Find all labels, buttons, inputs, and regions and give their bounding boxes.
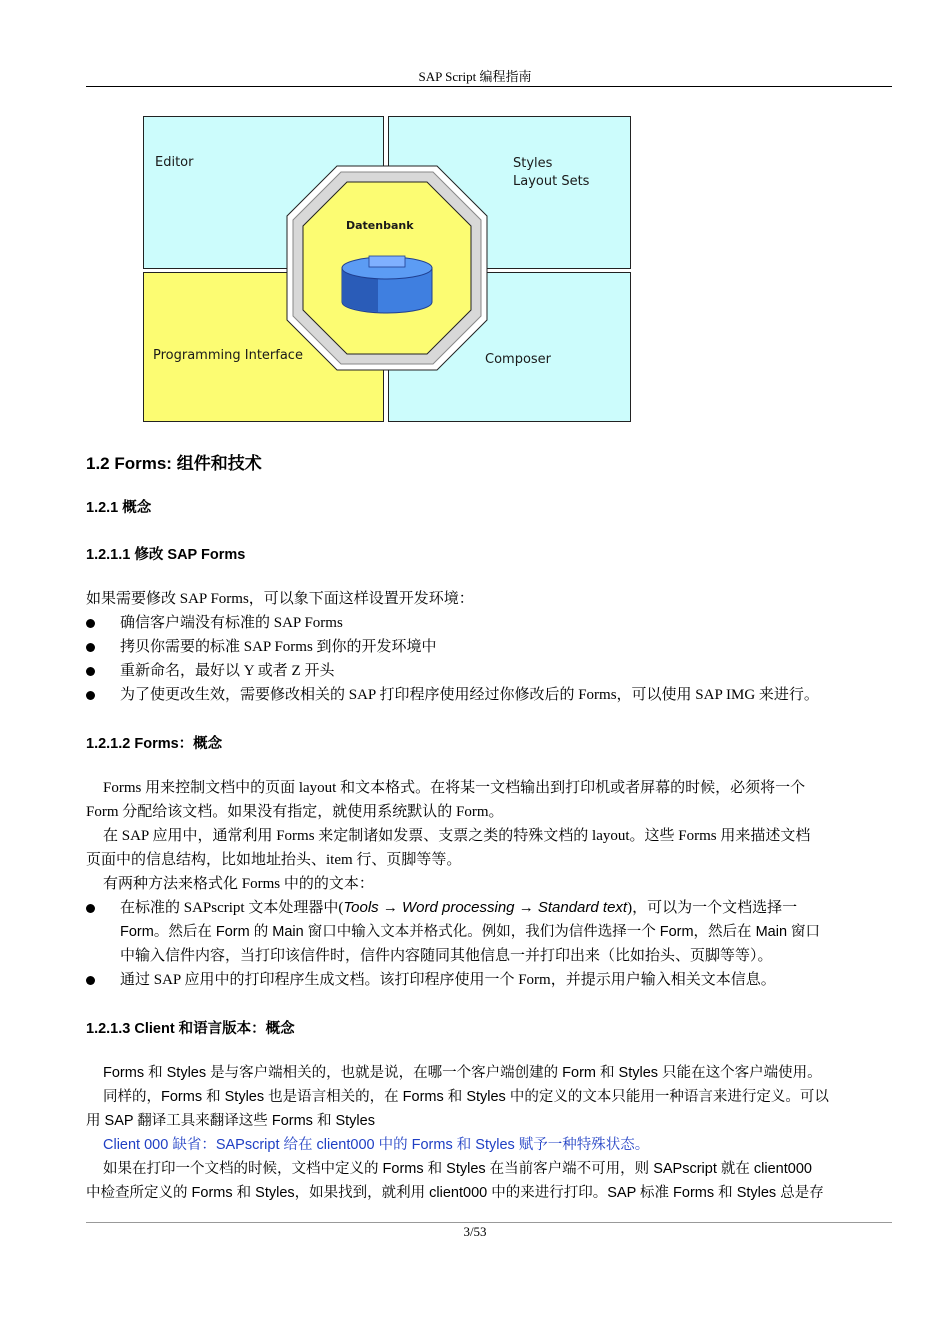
client-paragraph-2b: 用 SAP 翻译工具来翻译这些 Forms 和 Styles — [86, 1113, 375, 1129]
modify-intro: 如果需要修改 SAP Forms，可以象下面这样设置开发环境： — [86, 591, 474, 607]
heading-1-2-1-2: 1.2.1.2 Forms：概念 — [86, 736, 223, 752]
forms-paragraph-1b: Form 分配给该文档。如果没有指定，就使用系统默认的 Form。 — [86, 804, 504, 820]
bullet-icon — [86, 976, 95, 985]
datenbank-label: Datenbank — [346, 219, 414, 232]
forms-paragraph-2a: 在 SAP 应用中，通常利用 Forms 来定制诸如发票、支票之类的特殊文档的 layout。这些 Forms 用来描述文档 — [103, 828, 811, 844]
forms-paragraph-2b: 页面中的信息结构，比如地址抬头、item 行、页脚等等。 — [86, 852, 462, 868]
editor-label: Editor — [155, 155, 194, 170]
heading-1-2-1-3: 1.2.1.3 Client 和语言版本：概念 — [86, 1021, 295, 1037]
format-bullet-1: 在标准的 SAPscript 文本处理器中(Tools → Word processing → Standard text)，可以为一个文档选择一 Form。然后在 Form 的 Main 窗口中输入文本并格式化。例如，我们为信件选择一个 Form，然后在 Main 窗口 中输入信件内容，当打印该信件时，信件内容随同其他信息一并打印出来（比如抬头、页脚等等）。 — [86, 896, 892, 968]
page-header-title: SAP Script 编程指南 — [418, 69, 532, 84]
header-rule — [86, 86, 892, 87]
bullet-icon — [86, 904, 95, 913]
sapscript-components-diagram — [143, 116, 631, 422]
bullet-icon — [86, 619, 95, 628]
client-000-note: Client 000 缺省：SAPscript 给在 client000 中的 Forms 和 Styles 赋予一种特殊状态。 — [103, 1137, 650, 1153]
heading-1-2-1-1: 1.2.1.1 修改 SAP Forms — [86, 547, 246, 563]
client-paragraph-2a: 同样的，Forms 和 Styles 也是语言相关的，在 Forms 和 Styles 中的定义的文本只能用一种语言来进行定义。可以 — [103, 1089, 829, 1105]
client-paragraph-1: Forms 和 Styles 是与客户端相关的，也就是说，在哪一个客户端创建的 Form 和 Styles 只能在这个客户端使用。 — [103, 1065, 822, 1081]
composer-label: Composer — [485, 352, 552, 367]
forms-paragraph-3: 有两种方法来格式化 Forms 中的的文本： — [103, 876, 374, 892]
client-paragraph-4a: 如果在打印一个文档的时候，文档中定义的 Forms 和 Styles 在当前客户端不可用，则 SAPscript 就在 client000 — [103, 1161, 812, 1177]
database-cylinder-icon — [342, 256, 432, 313]
styles-label: Styles — [513, 156, 553, 171]
heading-1-2-1: 1.2.1 概念 — [86, 500, 152, 516]
bullet-icon — [86, 643, 95, 652]
bullet-icon — [86, 691, 95, 700]
menu-path: Tools → Word processing → Standard text — [343, 899, 628, 916]
datenbank-octagon — [143, 116, 631, 422]
footer-rule — [86, 1222, 892, 1223]
bullet-icon — [86, 667, 95, 676]
programming-interface-label: Programming Interface — [153, 348, 303, 363]
layout-sets-label: Layout Sets — [513, 174, 590, 189]
page-number: 3/53 — [463, 1224, 487, 1239]
client-paragraph-4b: 中检查所定义的 Forms 和 Styles，如果找到，就利用 client000 中的来进行打印。SAP 标准 Forms 和 Styles 总是存 — [86, 1185, 824, 1201]
heading-1-2: 1.2 Forms: 组件和技术 — [86, 454, 262, 473]
forms-paragraph-1a: Forms 用来控制文档中的页面 layout 和文本格式。在将某一文档输出到打印机或者屏幕的时候，必须将一个 — [103, 780, 806, 796]
